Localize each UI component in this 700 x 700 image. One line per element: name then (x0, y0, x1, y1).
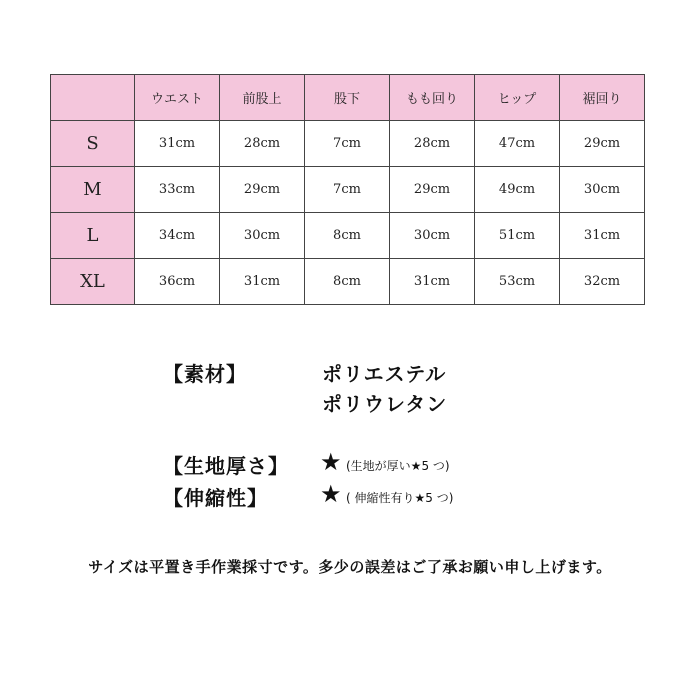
size-label: L (51, 213, 135, 259)
table-cell: 31cm (135, 121, 220, 167)
table-row (51, 213, 645, 259)
size-label: M (51, 167, 135, 213)
thickness-note: (生地が厚い★5 つ) (346, 459, 450, 473)
table-cell: 28cm (390, 121, 475, 167)
table-cell: 32cm (560, 259, 645, 305)
table-corner-cell (51, 75, 135, 121)
size-table (50, 74, 645, 305)
table-cell: 28cm (220, 121, 305, 167)
stretch-star-icon: ★ (320, 480, 342, 508)
table-cell: 34cm (135, 213, 220, 259)
table-cell: 31cm (560, 213, 645, 259)
table-row (51, 121, 645, 167)
table-cell: 8cm (305, 259, 390, 305)
table-row (51, 259, 645, 305)
header-cell: ヒップ (475, 75, 560, 121)
table-cell: 8cm (305, 213, 390, 259)
table-cell: 29cm (560, 121, 645, 167)
stretch-label: 【伸縮性】 (163, 486, 268, 510)
table-cell: 29cm (220, 167, 305, 213)
stretch-note: ( 伸縮性有り★5 つ) (346, 491, 454, 505)
table-cell: 7cm (305, 121, 390, 167)
material-label: 【素材】 (163, 362, 247, 386)
table-cell: 30cm (220, 213, 305, 259)
table-cell: 29cm (390, 167, 475, 213)
header-cell: ウエスト (135, 75, 220, 121)
table-cell: 31cm (220, 259, 305, 305)
header-cell: もも回り (390, 75, 475, 121)
table-cell: 33cm (135, 167, 220, 213)
header-cell: 股下 (305, 75, 390, 121)
table-cell: 47cm (475, 121, 560, 167)
header-cell: 前股上 (220, 75, 305, 121)
table-cell: 36cm (135, 259, 220, 305)
table-cell: 30cm (560, 167, 645, 213)
table-cell: 7cm (305, 167, 390, 213)
size-label: S (51, 121, 135, 167)
thickness-label: 【生地厚さ】 (163, 454, 289, 478)
table-cell: 51cm (475, 213, 560, 259)
table-header-row (51, 75, 645, 121)
material-line-2: ポリウレタン (322, 392, 448, 416)
table-cell: 30cm (390, 213, 475, 259)
measurement-note: サイズは平置き手作業採寸です。多少の誤差はご了承お願い申し上げます。 (88, 558, 612, 576)
header-cell: 裾回り (560, 75, 645, 121)
table-cell: 31cm (390, 259, 475, 305)
table-cell: 49cm (475, 167, 560, 213)
table-cell: 53cm (475, 259, 560, 305)
material-line-1: ポリエステル (322, 362, 447, 386)
size-label: XL (51, 259, 135, 305)
thickness-star-icon: ★ (320, 448, 342, 476)
table-row (51, 167, 645, 213)
